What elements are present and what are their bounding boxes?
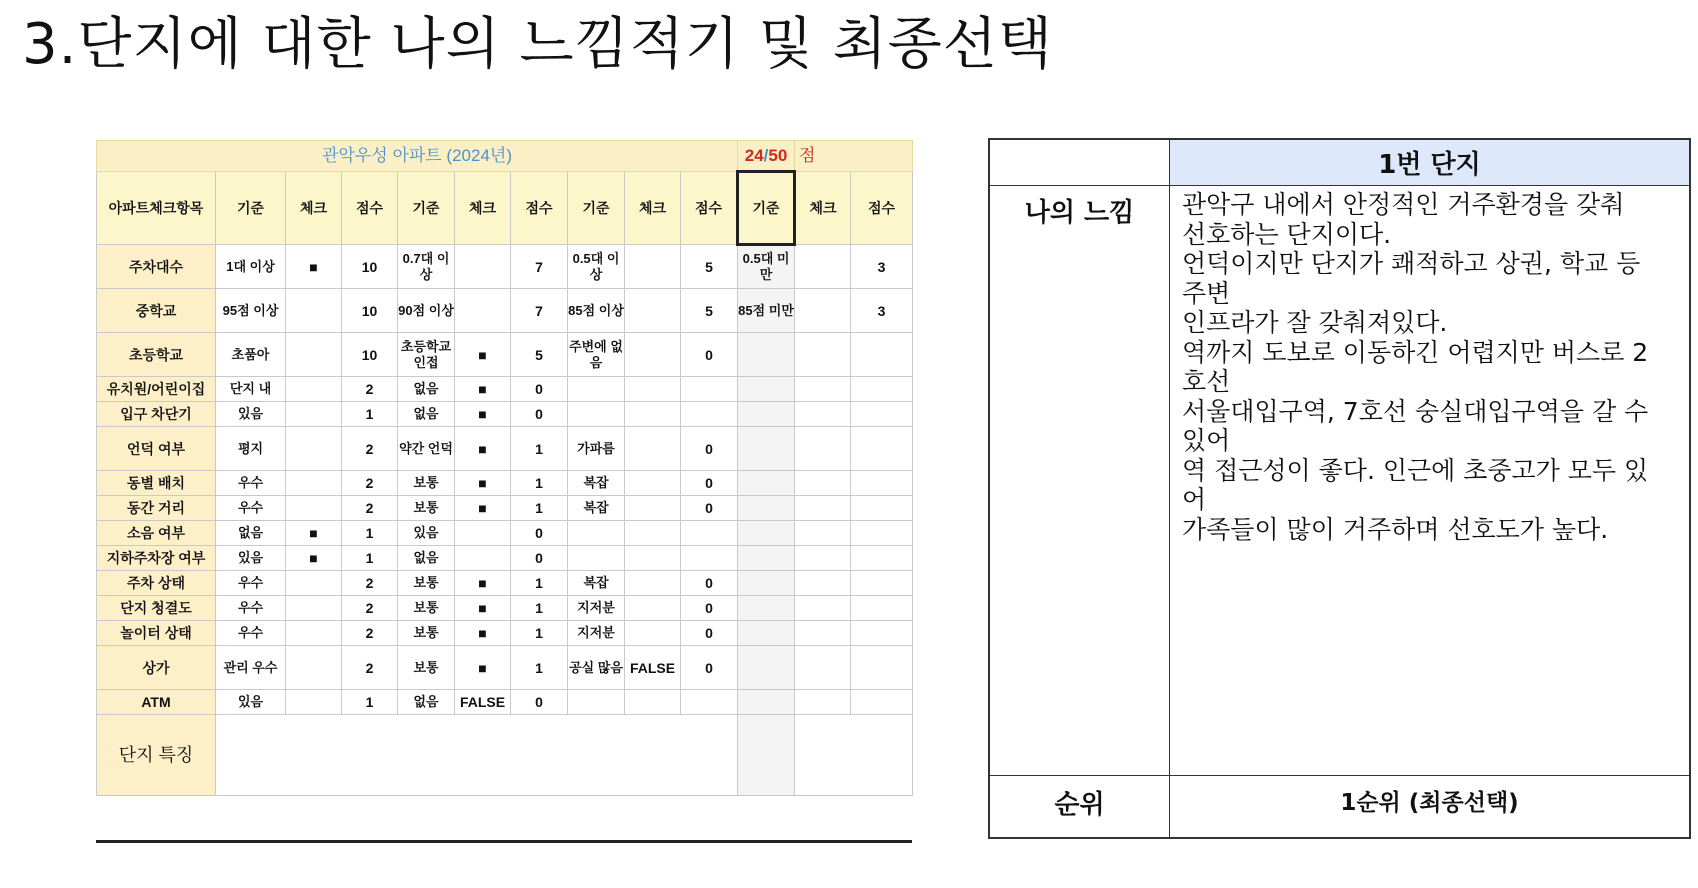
row-criteria-cell[interactable]: 보통 (398, 571, 455, 596)
row-check-cell[interactable] (286, 289, 342, 333)
row-criteria-cell[interactable]: 복잡 (568, 496, 625, 521)
row-points-cell[interactable] (851, 646, 913, 690)
impression-corner-cell (990, 140, 1170, 186)
row-check-cell[interactable] (795, 690, 851, 715)
row-check-cell[interactable] (625, 496, 681, 521)
row-points-cell[interactable]: 0 (681, 496, 738, 521)
row-points-cell[interactable]: 2 (342, 646, 398, 690)
row-check-cell[interactable] (795, 571, 851, 596)
row-points-cell[interactable]: 10 (342, 245, 398, 289)
row-criteria-cell[interactable] (738, 571, 795, 596)
header-points: 점수 (851, 172, 913, 245)
checklist-row (97, 546, 913, 571)
row-criteria-cell[interactable] (738, 546, 795, 571)
row-points-cell[interactable]: 2 (342, 427, 398, 471)
header-criteria: 기준 (398, 172, 455, 245)
row-item-label: 언덕 여부 (97, 427, 216, 471)
checklist-rows (97, 245, 913, 715)
row-criteria-cell[interactable]: 95점 이상 (216, 289, 286, 333)
row-points-cell[interactable] (851, 546, 913, 571)
row-criteria-cell[interactable]: 보통 (398, 596, 455, 621)
row-check-cell[interactable] (795, 245, 851, 289)
score-separator: / (763, 145, 769, 165)
row-points-cell[interactable] (681, 377, 738, 402)
row-check-cell[interactable] (795, 377, 851, 402)
row-points-cell[interactable]: 2 (342, 571, 398, 596)
row-points-cell[interactable]: 0 (681, 646, 738, 690)
row-check-cell[interactable] (625, 289, 681, 333)
row-item-label: ATM (97, 690, 216, 715)
header-points: 점수 (511, 172, 568, 245)
row-check-cell[interactable]: ■ (455, 427, 511, 471)
row-criteria-cell[interactable]: 0.7대 이상 (398, 245, 455, 289)
checklist-row (97, 245, 913, 289)
row-check-cell[interactable]: ■ (455, 571, 511, 596)
row-points-cell[interactable]: 2 (342, 621, 398, 646)
row-check-cell[interactable] (795, 289, 851, 333)
row-criteria-cell[interactable] (738, 427, 795, 471)
row-check-cell[interactable] (286, 621, 342, 646)
row-check-cell[interactable] (625, 471, 681, 496)
row-check-cell[interactable] (625, 333, 681, 377)
row-check-cell[interactable]: ■ (455, 402, 511, 427)
row-check-cell[interactable] (625, 690, 681, 715)
row-points-cell[interactable]: 1 (511, 596, 568, 621)
row-check-cell[interactable] (625, 245, 681, 289)
row-criteria-cell[interactable] (738, 377, 795, 402)
row-points-cell[interactable] (851, 596, 913, 621)
row-item-label: 초등학교 (97, 333, 216, 377)
row-criteria-cell[interactable]: 1대 이상 (216, 245, 286, 289)
page-title: 3.단지에 대한 나의 느낌적기 및 최종선택 (22, 12, 1053, 77)
row-criteria-cell[interactable] (738, 333, 795, 377)
row-criteria-cell[interactable]: 90점 이상 (398, 289, 455, 333)
row-item-label: 주차대수 (97, 245, 216, 289)
row-criteria-cell[interactable]: 없음 (398, 546, 455, 571)
row-criteria-cell[interactable]: 지저분 (568, 596, 625, 621)
row-criteria-cell[interactable]: 공실 많음 (568, 646, 625, 690)
row-check-cell[interactable] (795, 402, 851, 427)
checklist-row (97, 377, 913, 402)
row-points-cell[interactable] (851, 496, 913, 521)
row-check-cell[interactable] (286, 690, 342, 715)
row-criteria-cell[interactable]: 0.5대 미만 (738, 245, 795, 289)
row-points-cell[interactable]: 5 (681, 289, 738, 333)
score-total: 50 (768, 145, 788, 165)
row-points-cell[interactable]: 0 (511, 402, 568, 427)
header-criteria-selected[interactable]: 기준 (738, 172, 795, 245)
row-check-cell[interactable] (795, 521, 851, 546)
row-points-cell[interactable] (851, 521, 913, 546)
checklist-row (97, 333, 913, 377)
row-criteria-cell[interactable] (568, 377, 625, 402)
row-criteria-cell[interactable]: 없음 (398, 690, 455, 715)
row-criteria-cell[interactable] (568, 690, 625, 715)
checklist-table (96, 140, 913, 796)
row-points-cell[interactable]: 0 (681, 596, 738, 621)
row-points-cell[interactable]: 3 (851, 289, 913, 333)
feature-cell[interactable] (795, 715, 913, 796)
row-check-cell[interactable]: ■ (286, 521, 342, 546)
row-criteria-cell[interactable]: 있음 (398, 521, 455, 546)
row-points-cell[interactable]: 10 (342, 289, 398, 333)
row-criteria-cell[interactable]: 0.5대 이상 (568, 245, 625, 289)
row-points-cell[interactable]: 1 (511, 496, 568, 521)
header-check: 체크 (795, 172, 851, 245)
row-check-cell[interactable] (286, 333, 342, 377)
checklist-row (97, 427, 913, 471)
header-points: 점수 (342, 172, 398, 245)
header-check: 체크 (625, 172, 681, 245)
row-check-cell[interactable] (625, 402, 681, 427)
row-criteria-cell[interactable] (568, 402, 625, 427)
row-points-cell[interactable]: 5 (511, 333, 568, 377)
row-points-cell[interactable]: 0 (681, 333, 738, 377)
row-points-cell[interactable]: 7 (511, 245, 568, 289)
row-criteria-cell[interactable]: 주변에 없음 (568, 333, 625, 377)
row-check-cell[interactable] (286, 471, 342, 496)
row-criteria-cell[interactable]: 관리 우수 (216, 646, 286, 690)
row-check-cell[interactable]: FALSE (625, 646, 681, 690)
row-points-cell[interactable]: 0 (681, 471, 738, 496)
row-check-cell[interactable]: ■ (455, 621, 511, 646)
row-check-cell[interactable] (455, 245, 511, 289)
checklist-row (97, 646, 913, 690)
row-check-cell[interactable]: FALSE (455, 690, 511, 715)
row-check-cell[interactable]: ■ (455, 496, 511, 521)
feature-row (97, 715, 913, 796)
row-item-label: 중학교 (97, 289, 216, 333)
row-criteria-cell[interactable] (738, 621, 795, 646)
row-check-cell[interactable]: ■ (455, 333, 511, 377)
row-item-label: 동별 배치 (97, 471, 216, 496)
row-check-cell[interactable] (795, 646, 851, 690)
row-points-cell[interactable]: 1 (342, 690, 398, 715)
row-criteria-cell[interactable]: 없음 (398, 402, 455, 427)
checklist-row (97, 596, 913, 621)
row-check-cell[interactable] (795, 471, 851, 496)
row-criteria-cell[interactable]: 복잡 (568, 471, 625, 496)
row-check-cell[interactable] (286, 377, 342, 402)
row-points-cell[interactable]: 0 (511, 690, 568, 715)
row-check-cell[interactable] (455, 521, 511, 546)
complex-column-header: 1번 단지 (1170, 140, 1690, 186)
row-points-cell[interactable] (681, 521, 738, 546)
row-check-cell[interactable]: ■ (455, 646, 511, 690)
sheet-title-row (97, 141, 913, 172)
row-points-cell[interactable] (681, 402, 738, 427)
row-check-cell[interactable] (625, 621, 681, 646)
row-points-cell[interactable]: 2 (342, 471, 398, 496)
row-points-cell[interactable]: 10 (342, 333, 398, 377)
row-points-cell[interactable] (851, 402, 913, 427)
apartment-title: 관악우성 아파트 (2024년) (97, 141, 738, 172)
rank-label: 순위 (990, 776, 1170, 838)
row-criteria-cell[interactable]: 있음 (216, 402, 286, 427)
row-criteria-cell[interactable]: 보통 (398, 496, 455, 521)
row-check-cell[interactable] (625, 427, 681, 471)
row-points-cell[interactable]: 0 (511, 521, 568, 546)
row-item-label: 지하주차장 여부 (97, 546, 216, 571)
rank-value[interactable]: 1순위 (최종선택) (1170, 776, 1690, 838)
score-value: 24 (744, 145, 764, 165)
row-points-cell[interactable]: 0 (511, 377, 568, 402)
row-criteria-cell[interactable] (738, 646, 795, 690)
row-criteria-cell[interactable]: 우수 (216, 571, 286, 596)
row-criteria-cell[interactable] (738, 521, 795, 546)
header-check: 체크 (455, 172, 511, 245)
row-criteria-cell[interactable] (738, 471, 795, 496)
row-check-cell[interactable] (286, 596, 342, 621)
row-item-label: 주차 상태 (97, 571, 216, 596)
row-criteria-cell[interactable]: 초품아 (216, 333, 286, 377)
row-item-label: 소음 여부 (97, 521, 216, 546)
checklist-row (97, 521, 913, 546)
header-points: 점수 (681, 172, 738, 245)
row-points-cell[interactable]: 2 (342, 496, 398, 521)
feel-row (990, 186, 1690, 776)
row-item-label: 상가 (97, 646, 216, 690)
row-item-label: 입구 차단기 (97, 402, 216, 427)
row-criteria-cell[interactable] (738, 596, 795, 621)
row-points-cell[interactable]: 1 (511, 471, 568, 496)
impression-header-row (990, 140, 1690, 186)
row-check-cell[interactable] (286, 571, 342, 596)
row-criteria-cell[interactable]: 없음 (216, 521, 286, 546)
row-points-cell[interactable]: 1 (511, 621, 568, 646)
row-points-cell[interactable]: 1 (511, 646, 568, 690)
row-check-cell[interactable] (455, 546, 511, 571)
row-points-cell[interactable] (851, 333, 913, 377)
feature-cell[interactable] (216, 715, 738, 796)
row-criteria-cell[interactable]: 초등학교 인접 (398, 333, 455, 377)
row-check-cell[interactable] (795, 596, 851, 621)
row-points-cell[interactable]: 3 (851, 245, 913, 289)
checklist-row (97, 289, 913, 333)
row-check-cell[interactable]: ■ (455, 471, 511, 496)
row-points-cell[interactable]: 0 (681, 427, 738, 471)
impression-panel (988, 138, 1691, 839)
row-criteria-cell[interactable] (568, 521, 625, 546)
row-points-cell[interactable]: 0 (681, 621, 738, 646)
row-points-cell[interactable] (851, 571, 913, 596)
row-points-cell[interactable] (851, 377, 913, 402)
row-points-cell[interactable]: 5 (681, 245, 738, 289)
apartment-checklist-sheet (96, 140, 912, 843)
row-criteria-cell[interactable]: 약간 언덕 (398, 427, 455, 471)
score-unit: 점 (795, 141, 913, 172)
row-check-cell[interactable] (795, 546, 851, 571)
score-display (738, 141, 795, 172)
header-check: 체크 (286, 172, 342, 245)
row-criteria-cell[interactable]: 단지 내 (216, 377, 286, 402)
row-points-cell[interactable]: 1 (342, 402, 398, 427)
row-points-cell[interactable] (681, 690, 738, 715)
row-criteria-cell[interactable]: 보통 (398, 621, 455, 646)
row-criteria-cell[interactable]: 있음 (216, 690, 286, 715)
row-points-cell[interactable]: 1 (342, 546, 398, 571)
row-check-cell[interactable]: ■ (286, 546, 342, 571)
row-check-cell[interactable]: ■ (455, 377, 511, 402)
row-criteria-cell[interactable] (738, 402, 795, 427)
row-points-cell[interactable] (851, 621, 913, 646)
rank-row (990, 776, 1690, 838)
row-item-label: 동간 거리 (97, 496, 216, 521)
row-points-cell[interactable] (851, 427, 913, 471)
checklist-row (97, 496, 913, 521)
row-criteria-cell[interactable]: 우수 (216, 496, 286, 521)
row-check-cell[interactable] (625, 377, 681, 402)
feature-cell[interactable] (738, 715, 795, 796)
row-criteria-cell[interactable]: 85점 이상 (568, 289, 625, 333)
row-item-label: 유치원/어린이집 (97, 377, 216, 402)
row-check-cell[interactable] (795, 496, 851, 521)
row-criteria-cell[interactable] (738, 496, 795, 521)
row-check-cell[interactable] (625, 546, 681, 571)
row-criteria-cell[interactable]: 복잡 (568, 571, 625, 596)
row-criteria-cell[interactable]: 가파름 (568, 427, 625, 471)
feature-label: 단지 특징 (97, 715, 216, 796)
row-check-cell[interactable] (286, 646, 342, 690)
row-points-cell[interactable]: 1 (342, 521, 398, 546)
row-criteria-cell[interactable]: 있음 (216, 546, 286, 571)
row-check-cell[interactable] (795, 621, 851, 646)
row-check-cell[interactable]: ■ (455, 596, 511, 621)
row-points-cell[interactable]: 0 (681, 571, 738, 596)
row-check-cell[interactable] (625, 596, 681, 621)
row-points-cell[interactable] (851, 690, 913, 715)
row-criteria-cell[interactable]: 평지 (216, 427, 286, 471)
header-row (97, 172, 913, 245)
row-points-cell[interactable]: 2 (342, 596, 398, 621)
row-criteria-cell[interactable] (738, 690, 795, 715)
row-criteria-cell[interactable] (568, 546, 625, 571)
row-criteria-cell[interactable]: 지저분 (568, 621, 625, 646)
row-points-cell[interactable]: 0 (511, 546, 568, 571)
row-criteria-cell[interactable]: 우수 (216, 621, 286, 646)
row-check-cell[interactable] (286, 402, 342, 427)
checklist-row (97, 402, 913, 427)
row-check-cell[interactable] (795, 427, 851, 471)
checklist-row (97, 621, 913, 646)
row-item-label: 단지 청결도 (97, 596, 216, 621)
header-criteria: 기준 (568, 172, 625, 245)
row-check-cell[interactable] (625, 521, 681, 546)
row-criteria-cell[interactable]: 보통 (398, 646, 455, 690)
row-check-cell[interactable] (286, 427, 342, 471)
row-check-cell[interactable] (286, 496, 342, 521)
row-points-cell[interactable]: 1 (511, 427, 568, 471)
row-check-cell[interactable]: ■ (286, 245, 342, 289)
row-points-cell[interactable]: 2 (342, 377, 398, 402)
row-item-label: 놀이터 상태 (97, 621, 216, 646)
row-points-cell[interactable]: 7 (511, 289, 568, 333)
row-points-cell[interactable] (851, 471, 913, 496)
row-criteria-cell[interactable]: 우수 (216, 596, 286, 621)
row-criteria-cell[interactable]: 없음 (398, 377, 455, 402)
header-item: 아파트체크항목 (97, 172, 216, 245)
checklist-row (97, 571, 913, 596)
impression-table (989, 139, 1690, 838)
row-points-cell[interactable]: 1 (511, 571, 568, 596)
row-check-cell[interactable] (625, 571, 681, 596)
header-criteria: 기준 (216, 172, 286, 245)
checklist-row (97, 471, 913, 496)
checklist-row (97, 690, 913, 715)
row-points-cell[interactable] (681, 546, 738, 571)
row-criteria-cell[interactable]: 85점 미만 (738, 289, 795, 333)
row-check-cell[interactable] (455, 289, 511, 333)
row-criteria-cell[interactable]: 우수 (216, 471, 286, 496)
row-check-cell[interactable] (795, 333, 851, 377)
row-criteria-cell[interactable]: 보통 (398, 471, 455, 496)
feel-label: 나의 느낌 (990, 186, 1170, 776)
feel-text[interactable]: 관악구 내에서 안정적인 거주환경을 갖춰 선호하는 단지이다. 언덕이지만 단지가 쾌적하고 상권, 학교 등 주변 인프라가 잘 갖춰져있다. 역까지 도보로 이동하긴 어렵지만 버스로 2 호선 서울대입구역, 7호선 숭실대입구역을 갈 수 있어 역 접근성이 좋다. 인근에 초중고가 모두 있 어 가족들이 많이 거주하며 선호도가 높다. (1170, 186, 1690, 776)
